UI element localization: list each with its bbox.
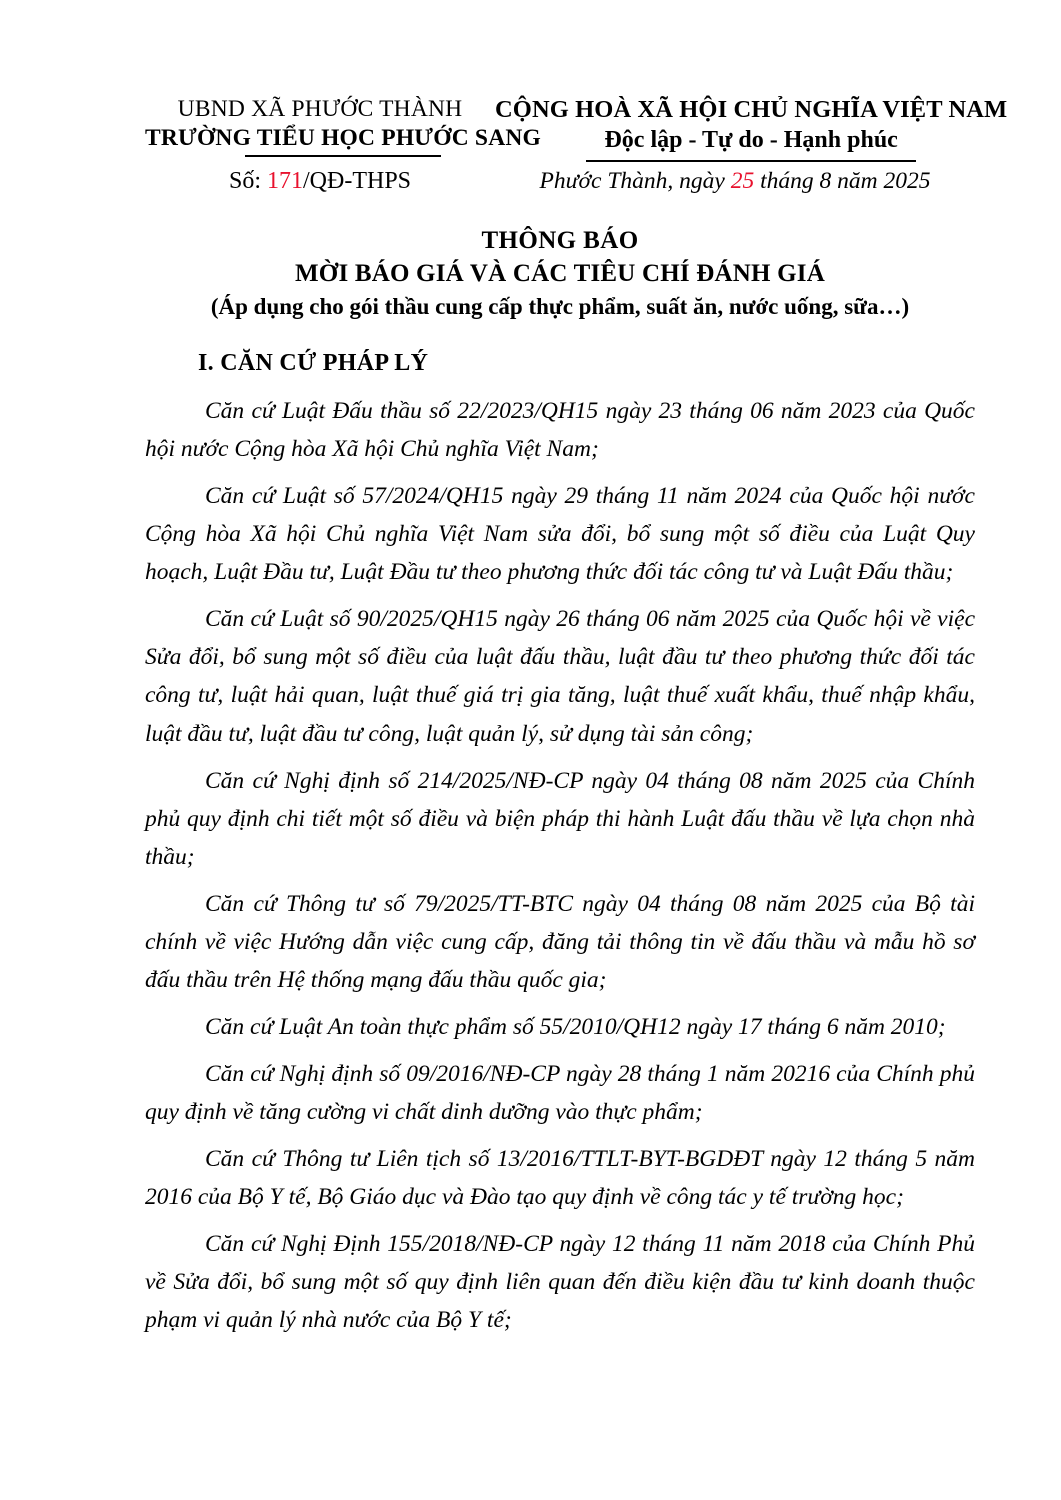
legal-basis-paragraph: Căn cứ Luật số 57/2024/QH15 ngày 29 tháng 11 năm 2024 của Quốc hội nước Cộng hòa Xã hội Chủ nghĩa Việt Nam sửa đổi, bổ sung một số điều của Luật Quy hoạch, Luật Đầu tư, Luật Đầu tư theo phương thức đối tác công tư và Luật Đấu thầu; xyxy=(145,483,975,586)
legal-basis-paragraphs xyxy=(145,392,975,1339)
issuing-organization-block xyxy=(145,95,542,152)
national-motto-text: Độc lập - Tự do - Hạnh phúc xyxy=(604,126,898,153)
date-day: 25 xyxy=(730,168,755,194)
school-name-text: TRƯỜNG TIỂU HỌC PHƯỚC SANG xyxy=(145,124,542,151)
document-number-prefix: Số: xyxy=(228,168,267,194)
legal-basis-paragraph: Căn cứ Nghị định số 09/2016/NĐ-CP ngày 28 tháng 1 năm 20216 của Chính phủ quy định về tăng cường vi chất dinh dưỡng vào thực phẩm; xyxy=(145,1061,975,1126)
document-number xyxy=(145,168,495,195)
document-number-value: 171 xyxy=(267,168,303,194)
national-heading-block xyxy=(495,95,1007,156)
national-motto-underline xyxy=(586,160,916,162)
place-and-date-prefix: Phước Thành, ngày xyxy=(539,168,731,194)
document-subject-title: MỜI BÁO GIÁ VÀ CÁC TIÊU CHÍ ĐÁNH GIÁ xyxy=(295,260,825,287)
document-title-block xyxy=(145,224,975,323)
date-month-separator: tháng 8 năm xyxy=(754,168,884,194)
legal-basis-paragraph: Căn cứ Nghị Định 155/2018/NĐ-CP ngày 12 tháng 11 năm 2018 của Chính Phủ về Sửa đổi, bổ sung một số quy định liên quan đến điều kiện đầu tư kinh doanh thuộc phạm vi quản lý nhà nước của Bộ Y tế; xyxy=(145,1231,975,1334)
section-heading-legal-basis: I. CĂN CỨ PHÁP LÝ xyxy=(198,350,429,376)
legal-basis-paragraph: Căn cứ Thông tư số 79/2025/TT-BTC ngày 04 tháng 08 năm 2025 của Bộ tài chính về việc Hướng dẫn việc cung cấp, đăng tải thông tin về đấu thầu và mẫu hồ sơ đấu thầu trên Hệ thống mạng đấu thầu quốc gia; xyxy=(145,890,975,993)
legal-basis-paragraph: Căn cứ Luật số 90/2025/QH15 ngày 26 tháng 06 năm 2025 của Quốc hội về việc Sửa đổi, bổ sung một số điều của luật đấu thầu, luật đầu tư theo phương thức đối tác công tư, luật hải quan, luật thuế giá trị gia tăng, luật thuế xuất khẩu, thuế nhập khẩu, luật đầu tư, luật đầu tư công, luật quản lý, sử dụng tài sản công; xyxy=(145,606,975,747)
document-type-title: THÔNG BÁO xyxy=(481,227,639,254)
school-name xyxy=(145,124,541,153)
national-motto xyxy=(604,125,897,156)
legal-basis-paragraph: Căn cứ Luật An toàn thực phẩm số 55/2010/QH12 ngày 17 tháng 6 năm 2010; xyxy=(205,1013,946,1040)
parent-organization-name: UBND XÃ PHƯỚC THÀNH xyxy=(177,96,463,122)
legal-basis-paragraph: Căn cứ Thông tư Liên tịch số 13/2016/TTLT-BYT-BGDĐT ngày 12 tháng 5 năm 2016 của Bộ Y tế, Bộ Giáo dục và Đào tạo quy định về công tác y tế trường học; xyxy=(145,1146,975,1211)
country-name: CỘNG HOÀ XÃ HỘI CHỦ NGHĨA VIỆT NAM xyxy=(495,96,1008,123)
legal-basis-paragraph: Căn cứ Nghị định số 214/2025/NĐ-CP ngày 04 tháng 08 năm 2025 của Chính phủ quy định chi tiết một số điều và biện pháp thi hành Luật đấu thầu về lựa chọn nhà thầu; xyxy=(145,767,975,870)
school-name-underline xyxy=(245,155,441,157)
document-scope-note: (Áp dụng cho gói thầu cung cấp thực phẩm, suất ăn, nước uống, sữa…) xyxy=(210,294,910,319)
document-number-suffix: /QĐ-THPS xyxy=(303,168,412,194)
place-and-date xyxy=(495,168,975,195)
document-header xyxy=(145,95,1008,156)
legal-basis-paragraph: Căn cứ Luật Đấu thầu số 22/2023/QH15 ngày 23 tháng 06 năm 2023 của Quốc hội nước Cộng hòa Xã hội Chủ nghĩa Việt Nam; xyxy=(145,398,975,463)
date-year: 2025 xyxy=(883,168,931,194)
